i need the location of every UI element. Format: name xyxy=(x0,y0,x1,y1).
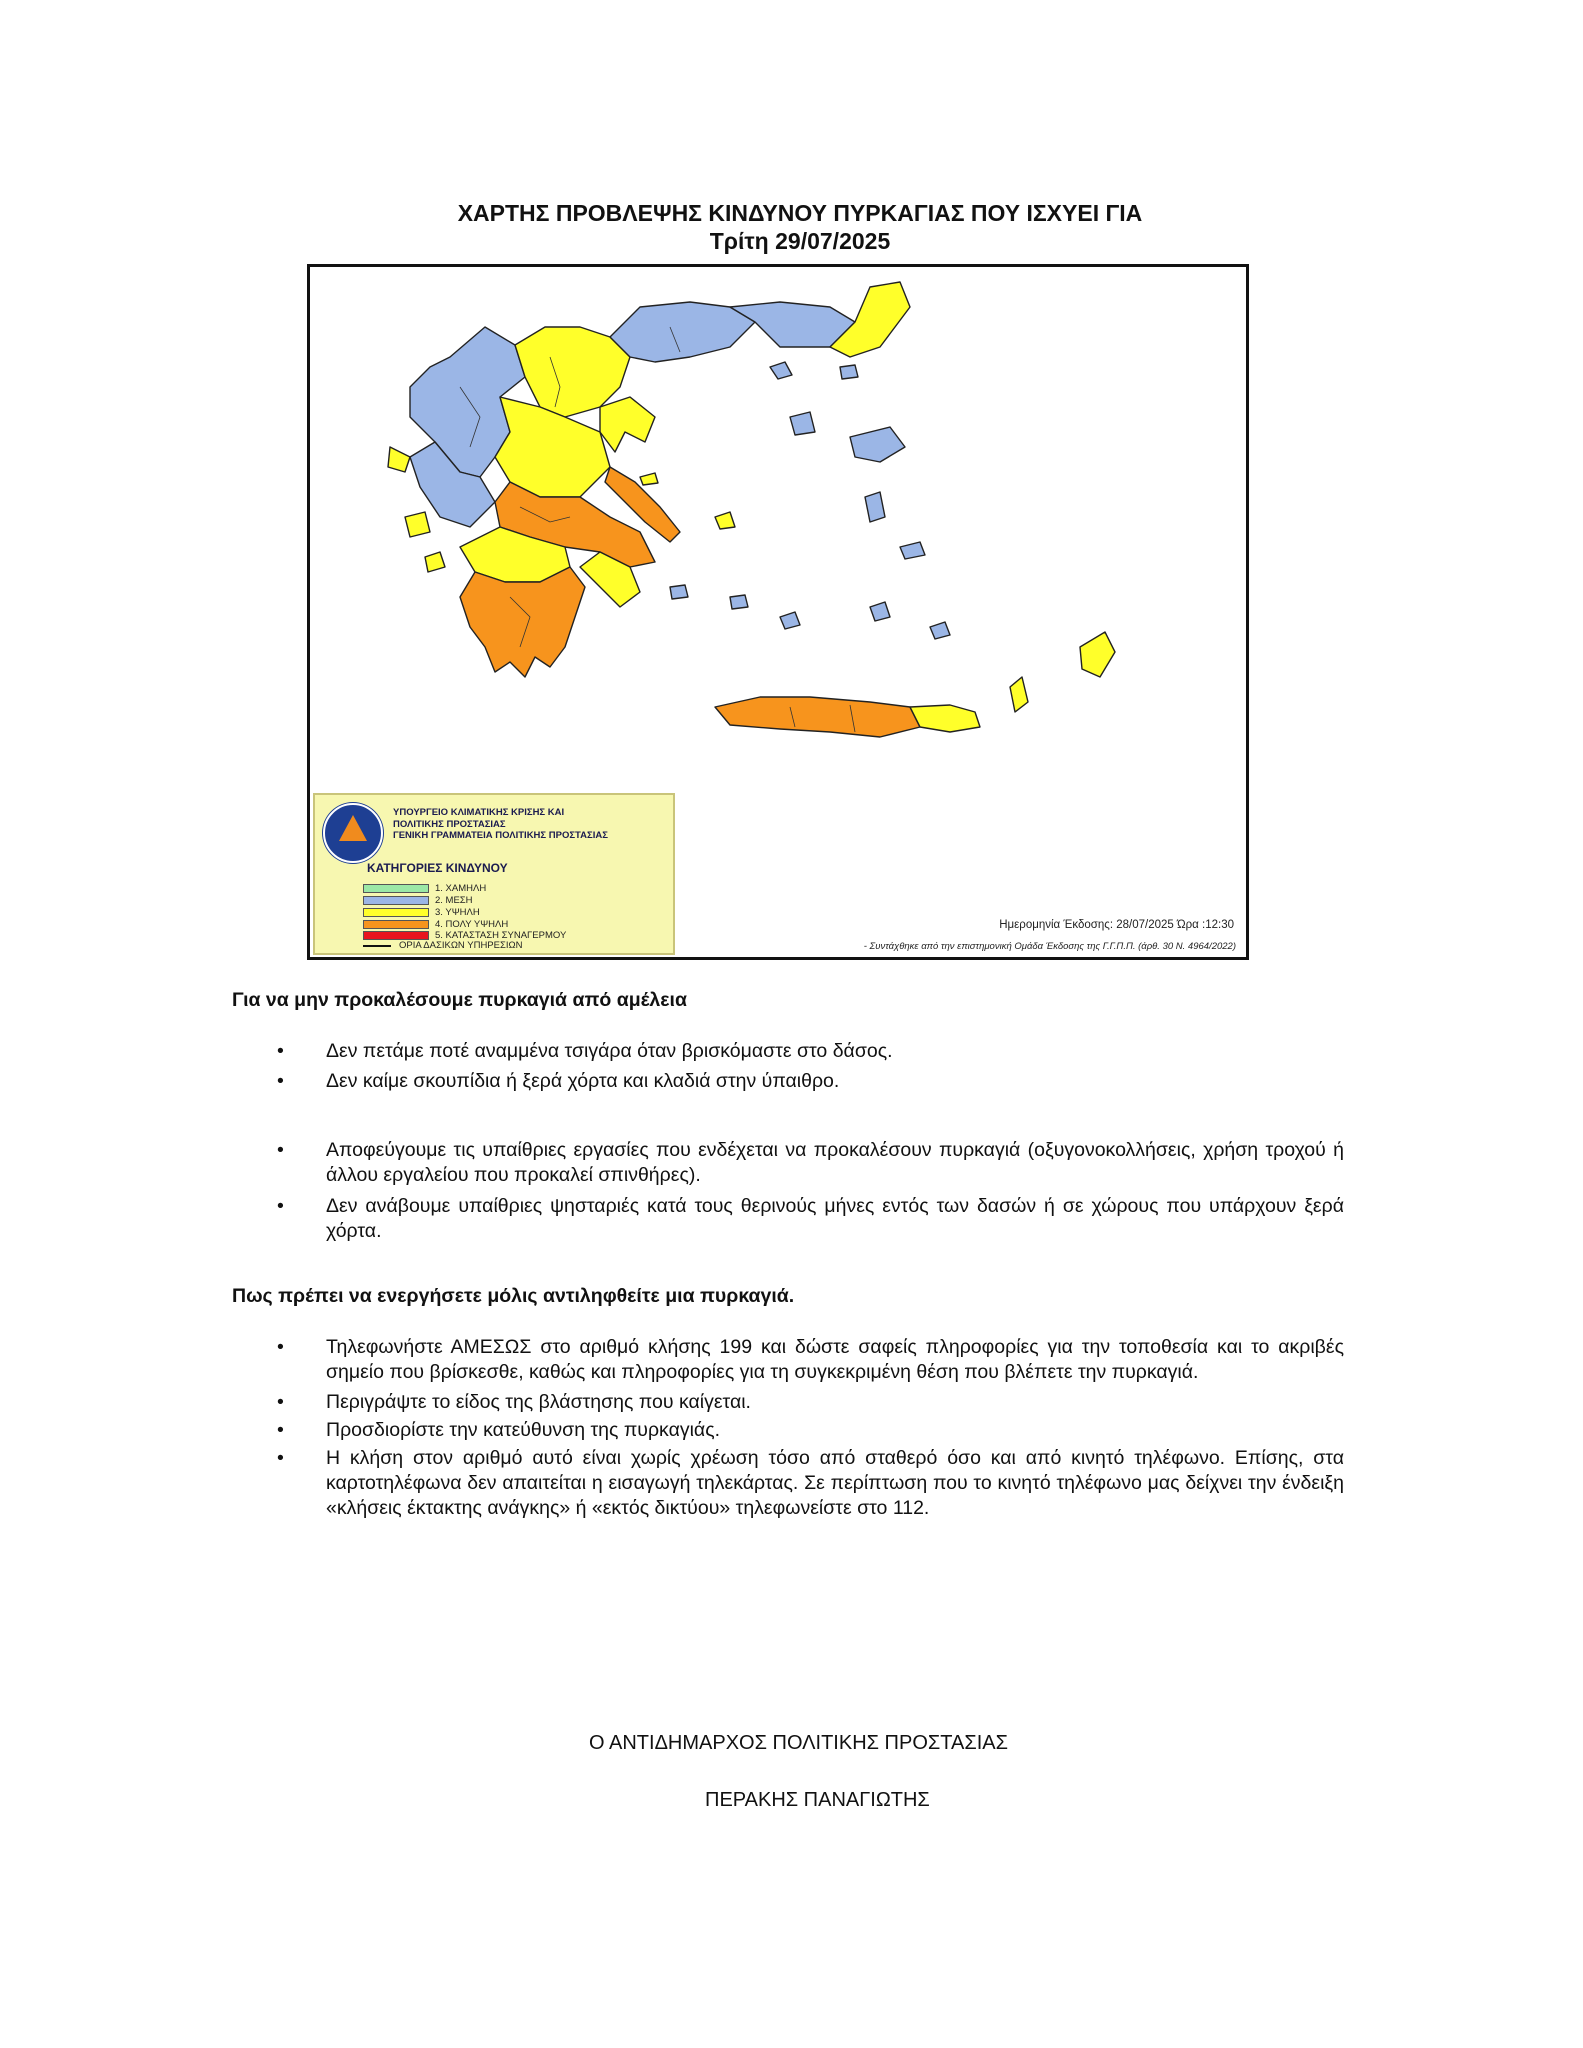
region-thasos xyxy=(770,362,792,379)
fire-risk-map xyxy=(307,264,1249,960)
region-samos xyxy=(900,542,925,559)
legend-boundary-label: ΟΡΙΑ ΔΑΣΙΚΩΝ ΥΠΗΡΕΣΙΩΝ xyxy=(399,940,523,951)
legend-category-3 xyxy=(363,907,480,917)
region-dodecanese-2 xyxy=(930,622,950,639)
region-peloponnese xyxy=(460,567,585,677)
region-skyros xyxy=(715,512,735,529)
legend-swatch-alarm xyxy=(363,931,429,940)
region-zakynthos xyxy=(425,552,445,572)
legend-swatch-medium xyxy=(363,896,429,905)
region-kefalonia xyxy=(405,512,430,537)
region-samothraki xyxy=(840,365,858,379)
region-crete-east xyxy=(910,705,980,732)
legend-label-medium: 2. ΜΕΣΗ xyxy=(435,894,473,906)
ministry-line3: ΓΕΝΙΚΗ ΓΡΑΜΜΑΤΕΙΑ ΠΟΛΙΤΙΚΗΣ ΠΡΟΣΤΑΣΙΑΣ xyxy=(393,830,608,841)
bullet-icon: • xyxy=(277,1070,284,1092)
list-item xyxy=(264,1039,1344,1064)
region-dodecanese-1 xyxy=(870,602,890,621)
legend-swatch-high xyxy=(363,908,429,917)
legend-boundary xyxy=(363,940,522,951)
legend-category-4 xyxy=(363,919,508,929)
bullet-icon: • xyxy=(277,1040,284,1062)
signature-role: Ο ΑΝΤΙΔΗΜΑΡΧΟΣ ΠΟΛΙΤΙΚΗΣ ΠΡΟΣΤΑΣΙΑΣ xyxy=(589,1732,1008,1754)
list-item-text: Δεν καίμε σκουπίδια ή ξερά χόρτα και κλαδιά στην ύπαιθρο. xyxy=(326,1070,840,1092)
list-item-text: Δεν ανάβουμε υπαίθριες ψησταριές κατά τους θερινούς μήνες εντός των δασών ή σε χώρους που υπάρχουν ξερά χόρτα. xyxy=(326,1195,1344,1242)
legend-swatch-very-high xyxy=(363,920,429,929)
legend-category-1 xyxy=(363,883,486,893)
list-item xyxy=(264,1069,1344,1094)
region-lesvos xyxy=(850,427,905,462)
list-item xyxy=(264,1138,1344,1188)
signature-name: ΠΕΡΑΚΗΣ ΠΑΝΑΓΙΩΤΗΣ xyxy=(705,1789,930,1811)
list-item xyxy=(264,1335,1344,1385)
legend-label-very-high: 4. ΠΟΛΥ ΥΨΗΛΗ xyxy=(435,918,509,930)
region-cyclades-2 xyxy=(730,595,748,609)
section1-heading: Για να μην προκαλέσουμε πυρκαγιά από αμέλεια xyxy=(232,989,687,1011)
list-item xyxy=(264,1418,1344,1443)
map-title xyxy=(300,199,1300,255)
bullet-icon: • xyxy=(277,1195,284,1217)
region-karpathos xyxy=(1010,677,1028,712)
region-cyclades-1 xyxy=(670,585,688,599)
list-item xyxy=(264,1194,1344,1244)
legend-label-high: 3. ΥΨΗΛΗ xyxy=(435,906,480,918)
bullet-icon: • xyxy=(277,1419,284,1441)
region-chalkidiki xyxy=(600,397,655,452)
legend-label-alarm: 5. ΚΑΤΑΣΤΑΣΗ ΣΥΝΑΓΕΡΜΟΥ xyxy=(435,929,567,941)
bullet-icon: • xyxy=(277,1336,284,1358)
section1-list-b xyxy=(264,1138,1344,1244)
region-rhodes xyxy=(1080,632,1115,677)
region-lemnos xyxy=(790,412,815,435)
civil-protection-emblem-icon xyxy=(323,803,383,863)
region-thessaly xyxy=(495,397,610,497)
list-item-text: Προσδιορίστε την κατεύθυνση της πυρκαγιάς. xyxy=(326,1419,721,1441)
region-skiathos xyxy=(640,473,658,485)
bullet-icon: • xyxy=(277,1447,284,1469)
legend-label-low: 1. ΧΑΜΗΛΗ xyxy=(435,882,487,894)
list-item xyxy=(264,1390,1344,1415)
ministry-name xyxy=(393,807,608,842)
region-corfu xyxy=(388,447,410,472)
boundary-line-icon xyxy=(363,945,391,947)
map-legend xyxy=(313,793,675,955)
list-item-text: Δεν πετάμε ποτέ αναμμένα τσιγάρα όταν βρισκόμαστε στο δάσος. xyxy=(326,1040,893,1062)
authority-note: - Συντάχθηκε από την επιστημονική Ομάδα Έκδοσης της Γ.Γ.Π.Π. (άρθ. 30 Ν. 4964/2022) xyxy=(863,941,1236,952)
region-crete-west xyxy=(715,697,920,737)
ministry-line2: ΠΟΛΙΤΙΚΗΣ ΠΡΟΣΤΑΣΙΑΣ xyxy=(393,818,506,830)
map-title-line1: ΧΑΡΤΗΣ ΠΡΟΒΛΕΨΗΣ ΚΙΝΔΥΝΟΥ ΠΥΡΚΑΓΙΑΣ ΠΟΥ ΙΣΧΥΕΙ ΓΙΑ xyxy=(457,200,1143,226)
section1-list-a xyxy=(264,1039,1344,1094)
list-item xyxy=(264,1446,1344,1521)
ministry-line1: ΥΠΟΥΡΓΕΙΟ ΚΛΙΜΑΤΙΚΗΣ ΚΡΙΣΗΣ ΚΑΙ xyxy=(393,807,565,818)
legend-category-5 xyxy=(363,930,566,940)
list-item-text: Αποφεύγουμε τις υπαίθριες εργασίες που ενδέχεται να προκαλέσουν πυρκαγιά (οξυγονοκολλήσεις, χρήση τροχού ή άλλου εργαλείου που προκαλεί σπινθήρες). xyxy=(326,1139,1344,1186)
issue-date: Ημερομηνία Έκδοσης: 28/07/2025 Ώρα :12:30 xyxy=(999,919,1234,931)
section2-heading: Πως πρέπει να ενεργήσετε μόλις αντιληφθείτε μια πυρκαγιά. xyxy=(232,1285,795,1307)
legend-swatch-low xyxy=(363,884,429,893)
list-item-text: Τηλεφωνήστε ΑΜΕΣΩΣ στο αριθμό κλήσης 199 και δώστε σαφείς πληροφορίες για την τοποθεσία και το ακριβές σημείο που βρίσκεσθε, καθώς και πληροφορίες για τη συγκεκριμένη θέση που βλέπετε την πυρκαγιά. xyxy=(326,1336,1344,1383)
bullet-icon: • xyxy=(277,1391,284,1413)
map-title-line2: Τρίτη 29/07/2025 xyxy=(709,228,891,254)
section2-list xyxy=(264,1335,1344,1521)
legend-category-2 xyxy=(363,895,473,905)
region-cyclades-3 xyxy=(780,612,800,629)
list-item-text: Περιγράψτε το είδος της βλάστησης που καίγεται. xyxy=(326,1391,751,1413)
bullet-icon: • xyxy=(277,1139,284,1161)
region-chios xyxy=(865,492,885,522)
list-item-text: Η κλήση στον αριθμό αυτό είναι χωρίς χρέωση τόσο από σταθερό όσο και από κινητό τηλέφωνο. Επίσης, στα καρτοτηλέφωνα δεν απαιτείται η εισαγωγή τηλεκάρτας. Σε περίπτωση που το κινητό τηλέφωνο μας δείχνει την ένδειξη «κλήσεις έκτακτης ανάγκης» ή «εκτός δικτύου» τηλεφωνείστε στο 112. xyxy=(326,1447,1344,1519)
legend-title: ΚΑΤΗΓΟΡΙΕΣ ΚΙΝΔΥΝΟΥ xyxy=(367,861,508,875)
region-east-macedonia xyxy=(610,302,755,362)
